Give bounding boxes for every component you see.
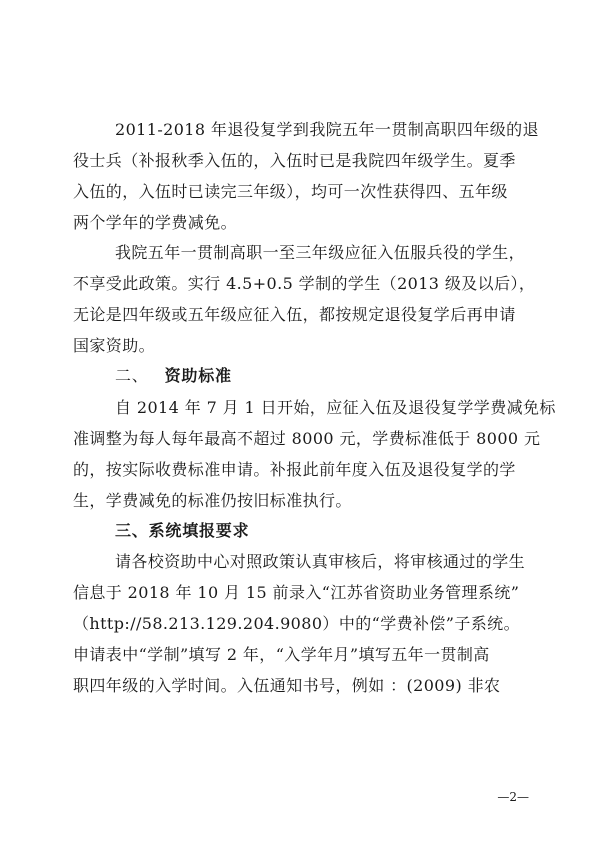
text-line: 入伍的，入伍时已读完三年级），均可一次性获得四、五年级 — [73, 182, 508, 201]
text-line: 两个学年的学费减免。 — [73, 213, 238, 232]
section-heading-funding-standard — [115, 360, 232, 391]
heading-title: 资助标准 — [164, 366, 232, 385]
text-line: 职四年级的入学时间。入伍通知书号，例如 ：(2009) 非农 — [73, 676, 501, 695]
paragraph-system-filing — [73, 546, 543, 701]
paragraph-exclusions — [73, 237, 543, 361]
text-line: 无论是四年级或五年级应征入伍，都按规定退役复学后再申请 — [73, 305, 516, 324]
text-line: 生，学费减免的标准仍按旧标准执行。 — [73, 491, 352, 510]
page-number: —2— — [497, 790, 529, 804]
text-line: 申请表中“学制”填写 2 年，“入学年月”填写五年一贯制高 — [73, 645, 490, 664]
paragraph-veteran-reenrollment — [73, 114, 543, 238]
text-line: （http://58.213.129.204.9080）中的“学费补偿”子系统。 — [73, 614, 520, 633]
text-line: 请各校资助中心对照政策认真审核后，将审核通过的学生 — [115, 552, 526, 571]
paragraph-standard-details — [73, 392, 556, 516]
text-line: 我院五年一贯制高职一至三年级应征入伍服兵役的学生， — [115, 243, 526, 262]
text-line: 信息于 2018 年 10 月 15 前录入“江苏省资助业务管理系统” — [73, 583, 520, 602]
text-line: 役士兵（补报秋季入伍的，入伍时已是我院四年级学生。夏季 — [73, 151, 516, 170]
text-line: 不享受此政策。实行 4.5+0.5 学制的学生（2013 级及以后）， — [73, 274, 536, 293]
text-line: 2011-2018 年退役复学到我院五年一贯制高职四年级的退 — [115, 120, 539, 139]
section-heading-system-requirements: 三、系统填报要求 — [115, 521, 250, 540]
text-line: 的，按实际收费标准申请。补报此前年度入伍及退役复学的学 — [73, 460, 516, 479]
text-line: 准调整为每人每年最高不超过 8000 元，学费标准低于 8000 元 — [73, 429, 541, 448]
text-line: 自 2014 年 7 月 1 日开始，应征入伍及退役复学学费减免标 — [115, 398, 556, 417]
heading-number: 二、 — [115, 366, 149, 385]
text-line: 国家资助。 — [73, 336, 156, 355]
